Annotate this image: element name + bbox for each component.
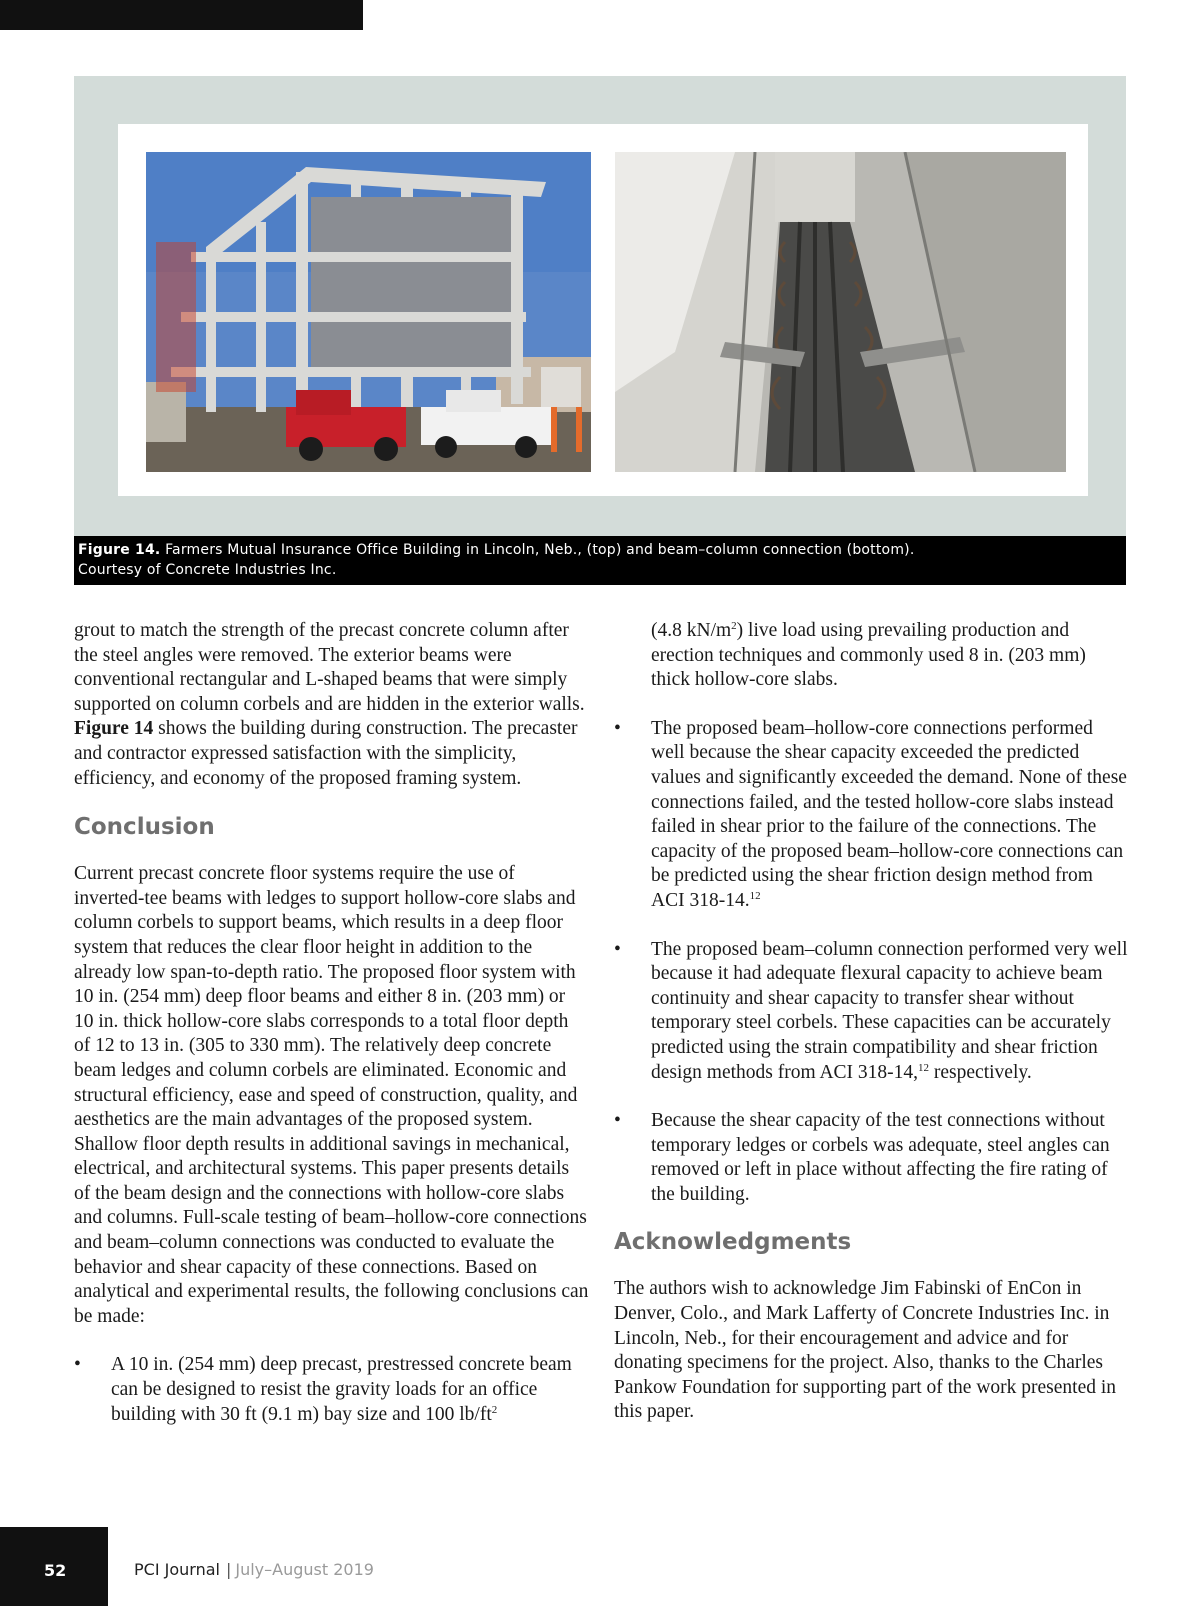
intro-paragraph xyxy=(74,619,589,791)
figure-caption xyxy=(74,536,1126,585)
beam-column-connection-illustration xyxy=(615,152,1066,472)
bullet-item xyxy=(614,717,1128,914)
page-number: 52 xyxy=(44,1561,67,1580)
connection-photo xyxy=(615,152,1066,472)
bullet-cont-prefix: (4.8 kN/m xyxy=(651,620,732,641)
issue-date: July–August 2019 xyxy=(235,1560,374,1579)
acknowledgments-heading: Acknowledgments xyxy=(614,1229,852,1256)
building-photo xyxy=(146,152,591,472)
bullet-text: The proposed beam–hollow-core connections performed well because the shear capacity exceeded the predicted values and significantly exceeded the demand. None of these connections failed, and the tested hollow-core slabs instead failed in shear prior to the failure of the connections. The capacity of the proposed beam–hollow-core connections can be predicted using the shear friction design method from ACI 318-14. xyxy=(651,717,1127,911)
bullet-cont-rest: ) live load using prevailing production and erection techniques and commonly used 8 in. (203 mm) thick hollow-core slabs. xyxy=(651,620,1086,691)
bullet-text: A 10 in. (254 mm) deep precast, prestressed concrete beam can be designed to resist the gravity loads for an office building with 30 ft (9.1 m) bay size and 100 lb/ft xyxy=(111,1354,572,1425)
figure-frame xyxy=(118,124,1088,496)
top-bar-decoration xyxy=(0,0,363,30)
caption-line-2: Courtesy of Concrete Industries Inc. xyxy=(78,562,337,578)
superscript: 2 xyxy=(731,620,737,632)
bullet-continuation xyxy=(614,619,1128,693)
bullet-text: The proposed beam–column connection performed very well because it had adequate flexural capacity to achieve beam continuity and shear capacity to transfer shear without temporary steel corbels. These capacities can be accurately predicted using the strain compatibility and shear friction design methods from ACI 318-14, xyxy=(651,938,1128,1083)
footer-journal-info xyxy=(134,1560,374,1579)
intro-text-1: grout to match the strength of the precast concrete column after the steel angles were removed. The exterior beams were conventional rectangular and L-shaped beams that were simply supported on column corbels and are hidden in the exterior walls. xyxy=(74,620,585,715)
caption-text: Farmers Mutual Insurance Office Building in Lincoln, Neb., (top) and beam–column connection (bottom). xyxy=(165,542,915,558)
bullet-item xyxy=(614,938,1128,1086)
bullet-text: Because the shear capacity of the test connections without temporary ledges or corbels was adequate, steel angles can removed or left in place without affecting the fire rating of the building. xyxy=(651,1110,1110,1205)
bullet-text-end: respectively. xyxy=(929,1061,1032,1083)
footer-separator: | xyxy=(225,1560,232,1579)
figure-reference: Figure 14 xyxy=(74,718,154,740)
superscript: 12 xyxy=(749,889,761,902)
caption-line-1 xyxy=(78,540,1122,560)
building-construction-illustration xyxy=(146,152,591,472)
figure-label: Figure 14. xyxy=(78,542,161,558)
conclusion-paragraph: Current precast concrete floor systems require the use of inverted-tee beams with ledges to support hollow-core slabs and column corbels to support beams, which results in a deep floor system that reduces the clear floor height in addition to the already low span-to-depth ratio. The proposed floor system with 10 in. (254 mm) deep floor beams and either 8 in. (203 mm) or 10 in. thick hollow-core slabs corresponds to a total floor depth of 12 to 13 in. (305 to 330 mm). The relatively deep concrete beam ledges and column corbels are eliminated. Economic and structural efficiency, ease and speed of construction, quality, and aesthetics are the main advantages of the proposed system. Shallow floor depth results in additional savings in mechanical, electrical, and architectural systems. This paper presents details of the beam design and the connections with hollow-core slabs and columns. Full-scale testing of beam–hollow-core connections and beam–column connections was conducted to evaluate the behavior and shear capacity of these connections. Based on analytical and experimental results, the following conclusions can be made: xyxy=(74,863,589,1327)
bullet-item xyxy=(74,1353,589,1427)
bullet-item xyxy=(614,1109,1128,1207)
conclusion-heading: Conclusion xyxy=(74,814,215,841)
acknowledgments-paragraph: The authors wish to acknowledge Jim Fabinski of EnCon in Denver, Colo., and Mark Lafferty of Concrete Industries Inc. in Lincoln, Neb., for their encouragement and advice and for donating specimens for the project. Also, thanks to the Charles Pankow Foundation for supporting part of the work presented in this paper. xyxy=(614,1278,1117,1423)
conclusion-bullets-left xyxy=(74,1353,589,1427)
left-column xyxy=(74,619,589,1427)
superscript: 2 xyxy=(491,1403,498,1416)
figure-14-panel xyxy=(74,76,1126,536)
journal-name: PCI Journal xyxy=(134,1560,220,1579)
conclusion-bullets-right xyxy=(614,717,1128,1208)
right-column xyxy=(614,619,1128,1425)
superscript: 12 xyxy=(918,1061,930,1074)
intro-text-2: shows the building during construction. The precaster and contractor expressed satisfaction with the simplicity, efficiency, and economy of the proposed framing system. xyxy=(74,718,578,789)
